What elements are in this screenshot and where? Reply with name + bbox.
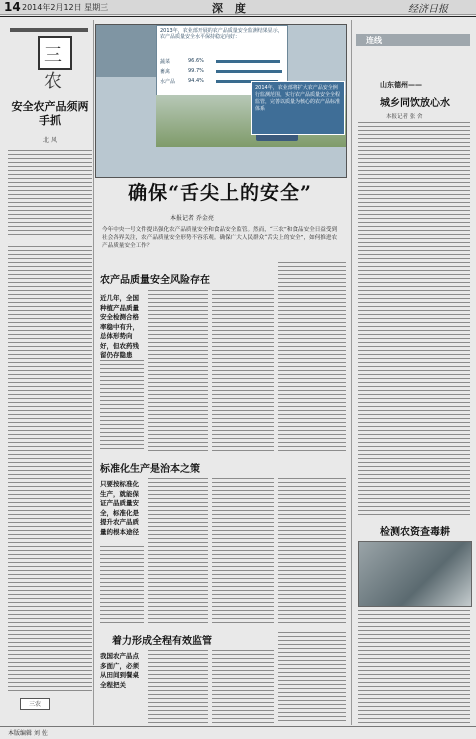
- column-logo: [38, 36, 72, 92]
- sidebar-title: 城乡同饮放心水: [380, 98, 450, 109]
- policy-note: 2014年，农业部将扩大农产品安全例行监测范围，实行农产品质量安全全程监管，完善以质量为核心的农产品标准体系: [251, 81, 345, 135]
- body-text: [212, 650, 274, 724]
- pullquote-1: 近几年，全国种植产品质量安全检测合格率稳中有升，总体形势向好，但农药残留仍存隐患: [100, 294, 139, 359]
- pullquote-3: 我国农产品点多面广，必须从田间到餐桌全程把关: [100, 652, 139, 689]
- headline: 确保“舌尖上的安全”: [128, 182, 312, 204]
- body-text: [278, 262, 346, 452]
- issue-date: 2014年2月12日 星期三: [22, 3, 109, 12]
- body-text: [278, 632, 346, 724]
- body-text: [212, 478, 274, 626]
- chart-row-value: 96.6%: [188, 58, 204, 64]
- chart-row-bar: [216, 70, 282, 73]
- chart-row-bar: [216, 60, 280, 63]
- sidebar-author: 本报记者 张 舍: [386, 114, 423, 120]
- infographic-photo: [95, 24, 347, 178]
- body-text: [148, 650, 208, 724]
- footer-editor: 本版编辑 刘 佐: [8, 730, 48, 737]
- sky-area: [96, 25, 156, 77]
- body-text: [148, 290, 208, 452]
- footer-stamp: 三农: [20, 698, 50, 710]
- sidebar-body: [358, 610, 470, 724]
- chart-row-value: 94.4%: [188, 78, 204, 84]
- lead-paragraph: 今年中央一号文件提出强化农产品质量安全和食品安全监管。然而，“三农”和食品安全日益受到社会各界关注，农产品质量安全形势不容乐观。确保广大人民群众“舌尖上的安全”，如何推进农产品质量安全工作？: [102, 227, 338, 249]
- sidebar-kicker: 山东德州——: [380, 81, 422, 89]
- chart-row: [160, 68, 284, 75]
- column-banner-bar: [10, 28, 88, 32]
- page-number: 14: [4, 0, 21, 14]
- footer-rule: [0, 726, 476, 727]
- section-title: 深 度: [212, 2, 250, 15]
- section-heading-1: 农产品质量安全风险存在: [100, 275, 210, 286]
- body-text: [148, 478, 208, 626]
- chart-row-name: 蔬菜: [160, 59, 171, 65]
- sidebar-photo: [358, 541, 472, 607]
- chart-row-name: 畜禽: [160, 69, 171, 75]
- sidebar-tag: [356, 34, 470, 46]
- column-logo-text: 三农: [44, 45, 62, 92]
- sidebar-subtitle: 检测农资查毒耕: [380, 527, 450, 538]
- sidebar-tag-text: 连线: [366, 36, 382, 45]
- byline: 本报记者 乔金亮: [170, 215, 214, 222]
- column-abstract: [8, 150, 92, 238]
- chart-row-value: 99.7%: [188, 68, 204, 74]
- column-author: 北 风: [43, 137, 57, 144]
- header-rule: [0, 16, 476, 17]
- body-text: [212, 290, 274, 452]
- chart-caption: 2013年，农业部开展的农产品质量安全监测结果显示，农产品质量安全水平保持稳定向好：: [160, 28, 283, 40]
- pullquote-2: 只要按标准化生产，就能保证产品质量安全，标准化是提升农产品质量的根本途径: [100, 480, 139, 536]
- body-text: [100, 360, 144, 452]
- chart-row-name: 水产品: [160, 79, 176, 85]
- sidebar-body: [358, 122, 470, 518]
- chart-row: [160, 58, 284, 65]
- section-heading-3: 着力形成全程有效监管: [112, 636, 212, 647]
- body-text: [278, 478, 346, 626]
- section-heading-2: 标准化生产是治本之策: [100, 464, 200, 475]
- body-text: [100, 546, 144, 626]
- paper-name: 经济日报: [408, 4, 448, 15]
- column-title: 安全农产品须两手抓: [11, 100, 89, 127]
- column-body: [8, 246, 92, 692]
- column-divider-right: [351, 20, 352, 725]
- column-divider-left: [93, 20, 94, 725]
